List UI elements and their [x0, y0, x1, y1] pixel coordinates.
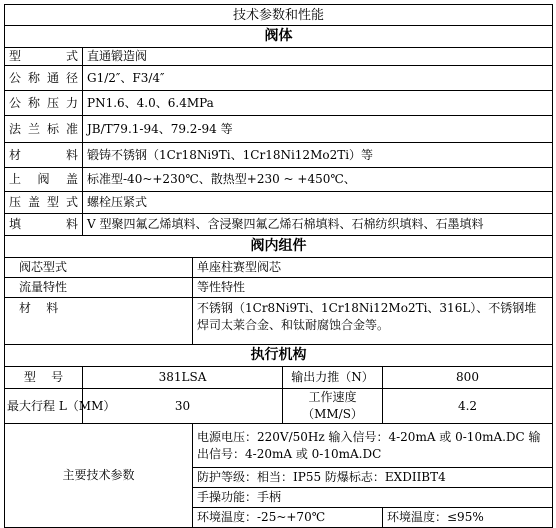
stroke-value: 30 — [83, 389, 283, 424]
table-row — [5, 91, 553, 116]
row-label: 流量特性 — [5, 278, 193, 298]
model-value: 381LSA — [83, 367, 283, 389]
section-actuator: 执行机构 — [5, 345, 553, 367]
row-label: 材 料 — [5, 143, 83, 168]
table-row — [5, 389, 553, 424]
row-label: 上 阀 盖 — [5, 168, 83, 192]
table-title: 技术参数和性能 — [5, 5, 553, 26]
row-label — [5, 298, 193, 345]
row-value: 直通锻造阀 — [83, 48, 553, 66]
row-value: JB/T79.1-94、79.2-94 等 — [83, 116, 553, 143]
table-row — [5, 168, 553, 192]
model-label: 型 号 — [5, 367, 83, 389]
row-value: 不锈钢（1Cr8Ni9Ti、1Cr18Ni12Mo2Ti、316L）、不锈钢堆焊司太莱合金、和钛耐腐蚀合金等。 — [193, 298, 553, 345]
spec-sheet — [4, 4, 552, 528]
spec-env-temp: 环境温度：-25~+70℃ — [193, 508, 383, 528]
row-label: 型 式 — [5, 48, 83, 66]
row-label: 压盖型式 — [5, 192, 83, 214]
spec-manual: 手操功能：手柄 — [193, 488, 553, 508]
section-internals: 阀内组件 — [5, 236, 553, 258]
table-row — [5, 298, 553, 345]
table-row — [5, 143, 553, 168]
table-row — [5, 116, 553, 143]
spec-env-humidity: 环境温度：≤95% — [383, 508, 553, 528]
table-row — [5, 278, 553, 298]
row-label: 法兰标准 — [5, 116, 83, 143]
table-row — [5, 424, 553, 468]
row-label: 填 料 — [5, 214, 83, 236]
spec-protection: 防护等级：相当：IP55 防爆标志：EXDIIBT4 — [193, 468, 553, 488]
row-label-text: 材 料 — [19, 301, 59, 315]
row-label: 阀芯型式 — [5, 258, 193, 278]
section-valve-body: 阀体 — [5, 26, 553, 48]
table-row — [5, 48, 553, 66]
row-value: G1/2″、F3/4″ — [83, 66, 553, 91]
speed-value: 4.2 — [383, 389, 553, 424]
row-label: 公称压力 — [5, 91, 83, 116]
spec-table — [4, 4, 553, 528]
row-value: 标准型-40~+230℃、散热型+230 ~ +450℃、 — [83, 168, 553, 192]
table-row — [5, 214, 553, 236]
table-row — [5, 66, 553, 91]
spec-power: 电源电压：220V/50Hz 输入信号：4-20mA 或 0-10mA.DC 输出信号：4-20mA 或 0-10mA.DC — [193, 424, 553, 468]
row-value: 等性特性 — [193, 278, 553, 298]
row-value: 锻铸不锈钢（1Cr18Ni9Ti、1Cr18Ni12Mo2Ti）等 — [83, 143, 553, 168]
speed-label: 工作速度（MM/S） — [283, 389, 383, 424]
row-label: 公称通径 — [5, 66, 83, 91]
main-params-label: 主要技术参数 — [5, 424, 193, 528]
stroke-label: 最大行程 L（MM） — [5, 389, 83, 424]
thrust-value: 800 — [383, 367, 553, 389]
row-value: 单座柱赛型阀芯 — [193, 258, 553, 278]
row-value: V 型聚四氟乙烯填料、含浸聚四氟乙烯石棉填料、石棉纺织填料、石墨填料 — [83, 214, 553, 236]
table-row — [5, 258, 553, 278]
thrust-label: 输出力推（N） — [283, 367, 383, 389]
row-value: 螺栓压紧式 — [83, 192, 553, 214]
table-row — [5, 192, 553, 214]
table-row — [5, 367, 553, 389]
row-value: PN1.6、4.0、6.4MPa — [83, 91, 553, 116]
